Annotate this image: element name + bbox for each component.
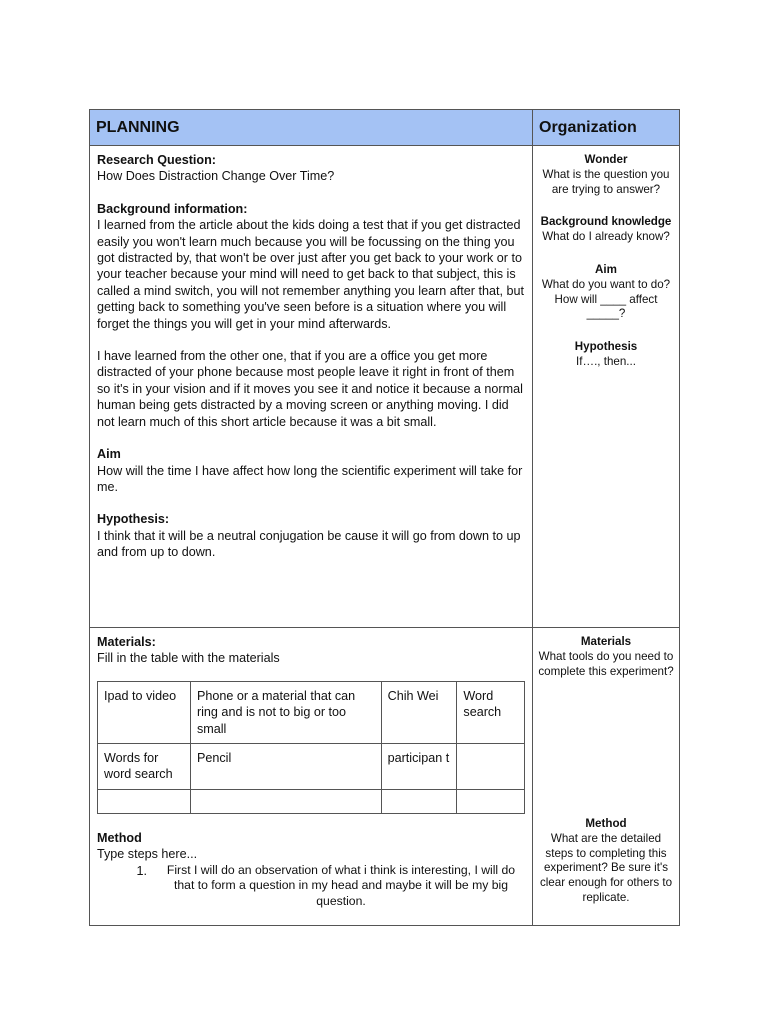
background-knowledge-text: What do I already know?: [542, 230, 670, 244]
table-cell: Pencil: [190, 744, 381, 790]
planning-heading: PLANNING: [90, 110, 533, 145]
table-cell: Word search: [457, 681, 525, 743]
table-cell: participan t: [381, 744, 457, 790]
table-header: [90, 110, 679, 145]
table-row: [98, 744, 525, 790]
method-label: Method: [97, 830, 142, 845]
table-cell: Words for word search: [98, 744, 191, 790]
background-paragraph-1: I learned from the article about the kids doing a test that if you get distracted easily you won't learn much because you will be focussing on the thing you got distracted by, that won't be over just after you get back to your work or to your teacher because your mind will need to get back to that subject, this is called a mind switch, you will not remember anything you learn after that, but getting back to something you've seen before is a situation where you will forget the things you will get in your mind afterwards.: [97, 218, 525, 331]
planning-content: [90, 146, 533, 627]
planning-row: [90, 145, 679, 627]
aim-guide-text: What do you want to do? How will ____ affect _____?: [541, 277, 671, 321]
table-cell: [457, 744, 525, 790]
organization-guide-2: [533, 628, 679, 925]
table-row: [98, 789, 525, 813]
aim-title: Aim: [595, 262, 617, 276]
method-guide-text: What are the detailed steps to completing this experiment? Be sure it's clear enough for others to replicate.: [539, 831, 673, 904]
method-title: Method: [585, 817, 627, 830]
table-cell: [190, 789, 381, 813]
aim-label: Aim: [97, 447, 121, 462]
organization-guide-1: [533, 146, 679, 627]
materials-title: Materials: [580, 635, 632, 648]
table-row: [98, 681, 525, 743]
background-label: Background information:: [97, 201, 248, 216]
background-paragraph-2: I have learned from the other one, that if you are a office you get more distracted of your phone because most people leave it right in front of them so it's in your vision and if it moves you see it and notice it because a normal human being gets distracted by a moving screen or anything moving. I did not learn much of this short article because it was a bit small.: [97, 349, 523, 429]
planning-table: [89, 109, 680, 926]
method-steps: [97, 863, 525, 910]
materials-guide-text: What tools do you need to complete this experiment?: [538, 649, 674, 678]
table-cell: Chih Wei: [381, 681, 457, 743]
materials-content: [90, 628, 533, 925]
table-cell: Ipad to video: [98, 681, 191, 743]
research-question-text: How Does Distraction Change Over Time?: [97, 169, 335, 184]
table-cell: Phone or a material that can ring and is not to big or too small: [190, 681, 381, 743]
background-knowledge-title: Background knowledge: [540, 215, 672, 229]
hypothesis-title: Hypothesis: [574, 340, 638, 354]
organization-heading: Organization: [539, 118, 637, 136]
wonder-title: Wonder: [584, 153, 628, 166]
step-number: 1.: [136, 863, 147, 878]
table-cell: [457, 789, 525, 813]
list-item: [97, 863, 525, 910]
wonder-text: What is the question you are trying to answer?: [542, 167, 670, 196]
step-text: First I will do an observation of what i think is interesting, I will do that to form a question in my head and maybe it will be my big question.: [166, 862, 516, 908]
hypothesis-label: Hypothesis:: [97, 512, 170, 527]
hypothesis-guide-text: If…., then...: [576, 354, 636, 368]
materials-instructions: Fill in the table with the materials: [97, 651, 280, 666]
materials-label: Materials:: [97, 635, 156, 649]
table-cell: [98, 789, 191, 813]
materials-table: [97, 681, 525, 814]
method-instructions: Type steps here...: [97, 847, 198, 862]
materials-row: [90, 627, 679, 925]
hypothesis-text: I think that it will be a neutral conjugation be cause it will go from down to up and from up to down.: [97, 528, 521, 560]
research-question-label: Research Question:: [97, 153, 216, 167]
table-cell: [381, 789, 457, 813]
aim-text: How will the time I have affect how long the scientific experiment will take for me.: [97, 463, 523, 494]
